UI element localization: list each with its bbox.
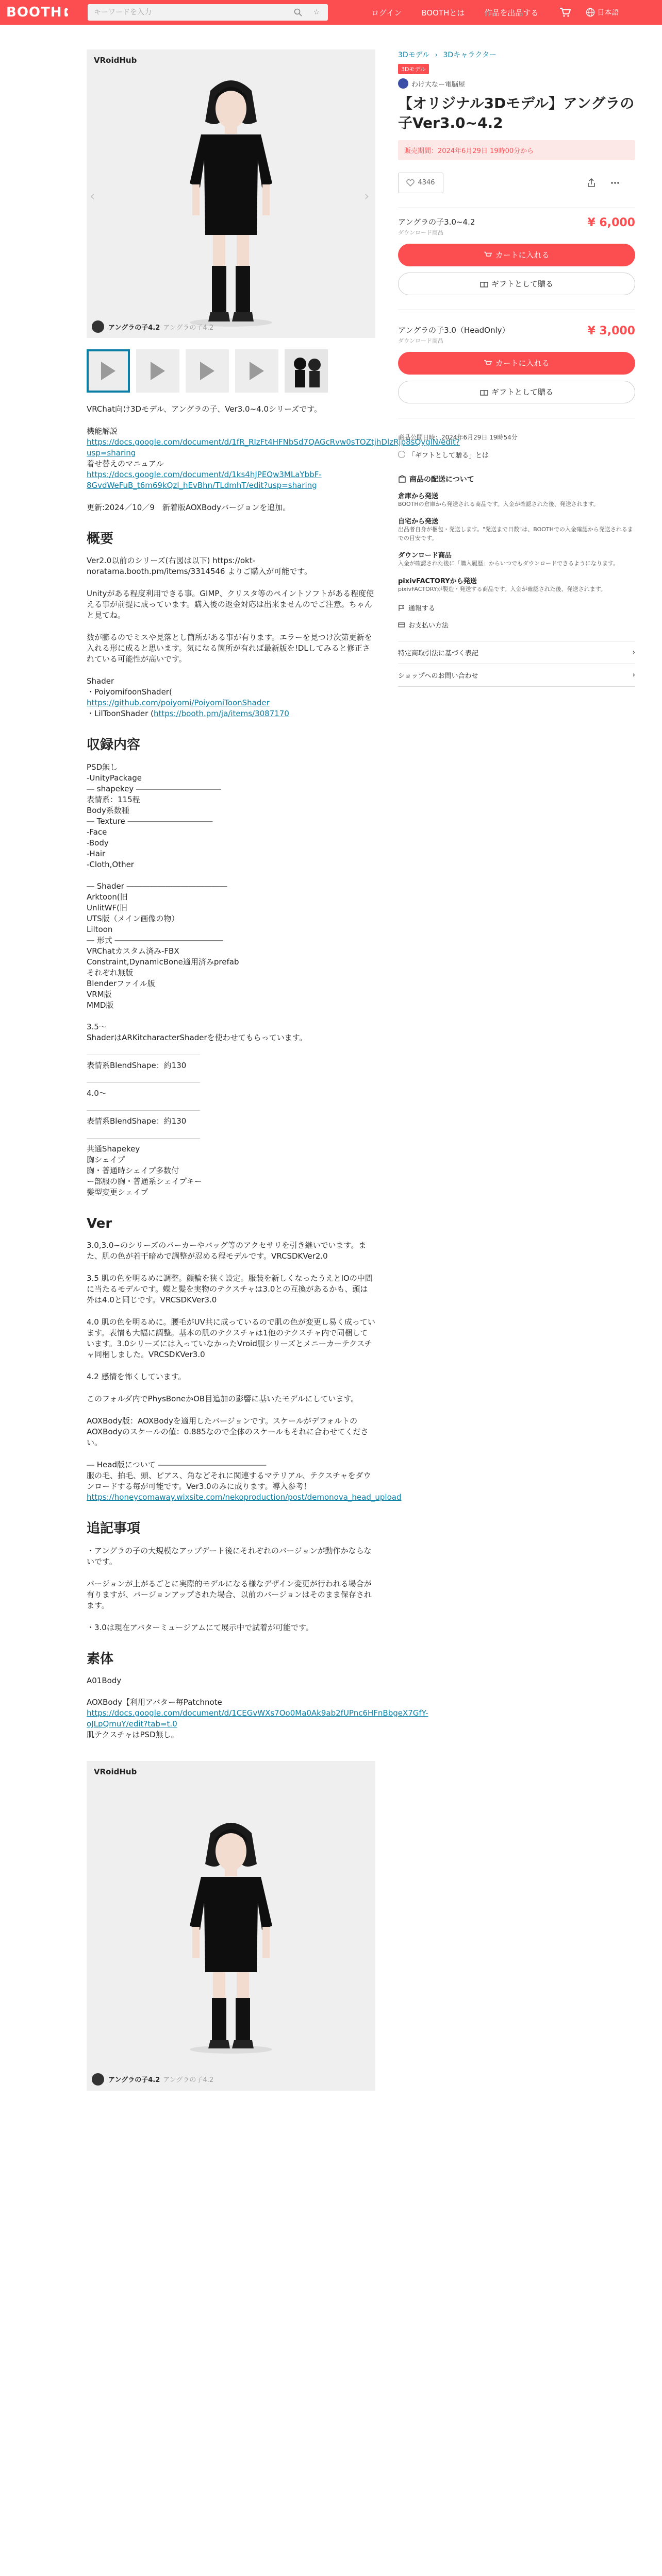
breadcrumb-sep: › (435, 51, 438, 59)
chevron-right-icon: › (632, 671, 635, 680)
add-to-cart-label: カートに入れる (495, 251, 550, 260)
sell-link[interactable]: 作品を出品する (484, 8, 539, 18)
contents-item: -Cloth,Other (87, 859, 134, 869)
desc-manual2-label: 着せ替えのマニュアル (87, 459, 164, 468)
contents-item: Blenderファイル版 (87, 978, 155, 988)
character-figure (87, 49, 375, 338)
contents-item: MMD版 (87, 1000, 114, 1010)
shader-2-link[interactable]: https://booth.pm/ja/items/3087170 (153, 709, 289, 719)
vroidhub-label: VRoidHub (94, 56, 137, 65)
contents-heading: 収録内容 (87, 737, 141, 753)
play-icon (101, 362, 115, 380)
variant-type: ダウンロード商品 (398, 337, 443, 344)
character-figure-2 (87, 1761, 375, 2091)
material-text-2: AOXBody【利用アバター毎Patchnote (87, 1697, 222, 1707)
variant-type: ダウンロード商品 (398, 229, 443, 236)
shader-1 (87, 687, 375, 698)
manual-link[interactable]: https://docs.google.com/document/d/1fR_RIzFt4HFNbSd7QAGcRvw0sTOZtjhDlzRjp8sQyglN/edit?usp=sharing (87, 437, 460, 457)
gift-info-label[interactable]: 「ギフトとして贈る」とは (408, 451, 489, 460)
additional-text-3: ・3.0は現在アバターミュージアムにて展示中で試着が可能です。 (87, 1622, 313, 1632)
breadcrumb-item[interactable]: 3Dキャラクター (443, 51, 496, 59)
divider (87, 1082, 200, 1083)
box-icon (398, 475, 406, 483)
search-input[interactable] (94, 8, 290, 16)
thumbnail-strip (87, 349, 375, 393)
overview-heading: 概要 (87, 531, 114, 547)
legal-notice-link[interactable] (398, 641, 635, 664)
shader-1-label: ・PoiyomifoonShader( (87, 687, 172, 697)
more-icon[interactable] (610, 178, 620, 188)
delivery-item-desc: 入金が確認された後に「購入履歴」からいつでもダウンロードできるようになります。 (398, 560, 619, 567)
delivery-item (398, 575, 635, 594)
material-text-3: 肌テクスチャはPSD無し。 (87, 1730, 179, 1739)
contents-item: ― Texture ――――――――――― (87, 816, 213, 826)
delivery-title: 商品の配送について (409, 475, 474, 484)
contents-list (87, 762, 375, 870)
booth-logo[interactable]: BOOTH (6, 4, 68, 21)
ver-text-2: 3.5 肌の色を明るめに調整。顔輪を狭く設定。服装を新しくなったうえとIOの中間に当たるモデルです。蝶と髪を実物のテクスチャは3.0との互換があるかも、頭は外は4.0と同じです。VRCSDKVer3.0 (87, 1274, 373, 1305)
publish-date: 商品公開日時：2024年6月29日 19時54分 (398, 433, 518, 441)
thumbnail-video-1[interactable] (87, 349, 130, 393)
manual2-link[interactable]: https://docs.google.com/document/d/1ks4hJPEQw3MLaYbbF-8GvdWeFuB_t6m69kQzl_hEvBhn/TLdmhT/edit?usp=sharing (87, 470, 322, 490)
delivery-heading (398, 474, 635, 484)
ver-heading: Ver (87, 1215, 112, 1231)
info-icon (398, 451, 405, 458)
overview-text-2: Unityがある程度利用できる事。GIMP、クリスタ等のペイントソフトがある程度使える事が前提に成っています。購入後の返金対応は出来ませんのでご注意。ちゃんと見てね。 (87, 589, 374, 620)
v35-note: 3.5～ ShaderはARKitcharacterShaderを使わせてもらっています。 (87, 1022, 307, 1042)
gift-button[interactable] (398, 381, 635, 403)
contents-item: -UnityPackage (87, 773, 142, 783)
ver-text-3: 4.0 肌の色を明るめに。腰毛がUV共に成っているので肌の色が変更し易く成っています。表情も大幅に調整。基本の肌のテクスチャは1他のテクスチャ内で同梱しています。3.0シリーズには入っていなかったVroid服シリーズとメニーカーテクスチャ同梱しました。VRCSDKVer3.0 (87, 1317, 375, 1360)
material-text-1: A01Body (87, 1675, 122, 1685)
category-tag: 3Dモデル (398, 64, 429, 74)
blendshape-2: 表情系BlendShape：約130 (87, 1116, 187, 1126)
product-image-2[interactable] (87, 1761, 375, 2091)
shader-1-link[interactable]: https://github.com/poiyomi/PoiyomiToonShader (87, 698, 270, 708)
sale-period-banner: 販売期間：2024年6月29日 19時00分から (398, 140, 635, 160)
shop-name[interactable]: わけ大なー電脳屋 (411, 80, 466, 89)
contents-item: Constraint,DynamicBone適用済みprefab (87, 957, 239, 967)
report-label[interactable]: 通報する (408, 605, 436, 613)
shader-heading: Shader (87, 676, 114, 686)
contents-item: Arktoon(旧 (87, 892, 128, 902)
contents-item: -Body (87, 838, 109, 848)
play-icon (250, 362, 264, 380)
login-link[interactable]: ログイン (371, 8, 402, 18)
divider (87, 1110, 200, 1111)
shop-logo (398, 78, 408, 89)
avatar (92, 320, 104, 333)
head-upload-link[interactable]: https://honeycomaway.wixsite.com/nekoproduction/post/demonova_head_upload (87, 1493, 402, 1502)
contents-item: ― shapekey ――――――――――― (87, 784, 222, 793)
delivery-item-desc: pixivFACTORYが製造・発送する商品です。入金が確認された後、発送されます。 (398, 585, 606, 592)
prev-image-icon[interactable]: ‹ (90, 189, 95, 204)
delivery-item (398, 490, 635, 509)
language-selector[interactable] (586, 7, 619, 18)
product-image[interactable] (87, 49, 375, 338)
variant-price: ¥ 6,000 (587, 216, 635, 229)
additional-text-2: バージョンが上がるごとに実際的モデルになる様なデザイン変更が行われる場合が有りますが、バージョンアップされた場合、以前のバージョンはそのまま保存されます。 (87, 1579, 372, 1610)
thumbnail-image-5[interactable] (285, 349, 328, 393)
delivery-info (398, 474, 635, 594)
globe-icon (586, 8, 595, 17)
delivery-item-desc: 出品者自身が梱包・発送します。"発送まで日数"は、BOOTHでの入金確認から発送されるまでの目安です。 (398, 526, 633, 541)
header-nav (371, 0, 619, 25)
thumbnail-video-4[interactable] (235, 349, 278, 393)
patchnote-link[interactable]: https://docs.google.com/document/d/1CEGvWXs7Oo0Ma0Ak9ab2fUPnc6HFnBbgeX7GfY-oJLpQmuY/edit?tab=t.0 (87, 1708, 428, 1728)
delivery-item-title: 自宅から発送 (398, 518, 439, 526)
shapekey-list (87, 1144, 375, 1198)
variant-name: アングラの子3.0~4.2 (398, 217, 475, 227)
gift-icon (480, 388, 488, 396)
overview-text-1: Ver2.0以前のシリーズ(右図は以下) https://okt-noratama.booth.pm/items/3314546 よりご購入が可能です。 (87, 556, 312, 577)
search-icon[interactable] (294, 8, 302, 16)
contents-item: 表情系：115程 (87, 794, 140, 804)
shader-2-label: ・LilToonShader ( (87, 709, 154, 719)
gift-button[interactable] (398, 273, 635, 295)
shapekey-item: 胸シェイプ (87, 1155, 125, 1164)
ver-text-1: 3.0,3.0~のシリーズのパーカーやバッグ等のアクセサリを引き継いでいます。また、肌の色が若干暗めで調整が忍める程モデルです。VRCSDKVer2.0 (87, 1241, 367, 1261)
delivery-item (398, 516, 635, 543)
cart-icon (484, 251, 492, 259)
delivery-item-title: pixivFACTORYから発送 (398, 577, 477, 585)
gift-label: ギフトとして贈る (491, 388, 553, 397)
delivery-item-title: ダウンロード商品 (398, 552, 452, 560)
delivery-item-desc: BOOTHの倉庫から発送される商品です。入金が確認された後、発送されます。 (398, 500, 599, 507)
contact-shop-label[interactable]: ショップへのお問い合わせ (398, 672, 478, 681)
additional-heading: 追記事項 (87, 1521, 141, 1537)
variant-price: ¥ 3,000 (587, 324, 635, 337)
contents-item: -Face (87, 827, 107, 837)
add-to-cart-button[interactable] (398, 244, 635, 266)
breadcrumb (398, 49, 635, 60)
about-booth-link[interactable]: BOOTHとは (421, 8, 465, 18)
image-caption (92, 320, 213, 333)
caption-title-2: アングラの子4.2 (108, 2076, 160, 2084)
site-header (0, 0, 662, 25)
shapekey-item: 共通Shapekey (87, 1144, 140, 1154)
chevron-right-icon: › (632, 649, 635, 657)
overview-text-3: 数が膨るのでミスや見落とし箇所がある事が有ります。エラーを見つけ次第更新を入れる形に成ると思います。気になる箇所が有れば最新版を!DLしてみると修正されている可能性が高いです。 (87, 633, 372, 664)
cart-icon (484, 360, 492, 367)
contents-list-2 (87, 881, 375, 1011)
shapekey-item: 髪型変更シェイプ (87, 1187, 148, 1197)
product-sidebar (398, 49, 635, 687)
add-to-cart-label: カートに入れる (495, 359, 550, 368)
contents-item: VRChatカスタム済み-FBX (87, 946, 179, 956)
v40-note: 4.0～ (87, 1088, 107, 1098)
shader-2 (87, 708, 375, 719)
support-links (398, 603, 635, 630)
card-icon (398, 621, 405, 629)
shop-link[interactable] (398, 78, 635, 89)
material-heading: 素体 (87, 1651, 114, 1667)
divider (87, 1138, 200, 1139)
ver-text-7: ― Head版について ―――――――――――――― 服の毛、拍毛、頭、ピアス、角などそれに関連するマテリアル、テクスチャをダウンロードする毎が可能です。Ver3.0のみに成ります。導入参考！ (87, 1460, 371, 1492)
gift-label: ギフトとして贈る (491, 280, 553, 289)
shop-links (398, 641, 635, 687)
ver-text-6: AOXBody版：AOXBodyを適用したバージョンです。スケールがデフォルトのAOXBodyのスケールの値：0.885なので全体のスケールもそれに合わせてください。 (87, 1416, 369, 1448)
payment-link[interactable] (398, 620, 635, 630)
desc-manual-label: 機能解説 (87, 427, 118, 436)
report-link[interactable] (398, 603, 635, 613)
like-button[interactable] (398, 173, 443, 193)
contents-item: UTS版（メイン画像の物） (87, 913, 179, 923)
caption-sub-2: アングラの子4.2 (163, 2076, 214, 2084)
shapekey-item: ー部服の胸・普通系シェイプキー (87, 1176, 202, 1186)
thumbnail-figure (285, 349, 328, 393)
caption-sub: アングラの子4.2 (163, 324, 214, 332)
play-icon (151, 362, 165, 380)
legal-notice-label[interactable]: 特定商取引法に基づく表記 (398, 650, 479, 658)
gift-info-link[interactable] (398, 450, 635, 460)
thumbnail-video-3[interactable] (186, 349, 229, 393)
variant-2 (398, 325, 635, 403)
next-image-icon[interactable]: › (364, 189, 370, 204)
share-icon[interactable] (587, 178, 596, 188)
play-icon (200, 362, 214, 380)
cart-icon[interactable] (558, 5, 572, 20)
flag-icon (398, 604, 405, 612)
variant-name: アングラの子3.0（HeadOnly） (398, 325, 510, 335)
add-to-cart-button[interactable] (398, 352, 635, 375)
product-title: 【オリジナル3Dモデル】アングラの子Ver3.0~4.2 (398, 95, 635, 131)
contents-item: -Hair (87, 849, 106, 858)
avatar (92, 2073, 104, 2086)
caption-title: アングラの子4.2 (108, 324, 160, 332)
desc-intro: VRChat向け3Dモデル、アングラの子、Ver3.0~4.0シリーズです。 (87, 404, 322, 414)
shapekey-item: 胸・普通時シェイプ多数付 (87, 1165, 179, 1175)
contents-item: ― Shader ――――――――――――― (87, 881, 227, 891)
image-caption-2 (92, 2073, 213, 2086)
contents-item: VRM版 (87, 989, 112, 999)
contents-item: PSD無し (87, 762, 118, 772)
payment-label[interactable]: お支払い方法 (408, 622, 449, 630)
ver-text-5: このフォルダ内でPhysBoneかOB目追加の影響に基いたモデルにしています。 (87, 1394, 359, 1404)
delivery-item-title: 倉庫から発送 (398, 492, 439, 500)
like-count: 4346 (418, 179, 435, 187)
contents-item: Body系数種 (87, 805, 129, 815)
contact-shop-link[interactable] (398, 664, 635, 687)
breadcrumb-item[interactable]: 3Dモデル (398, 51, 429, 59)
blendshape-1: 表情系BlendShape：約130 (87, 1060, 187, 1070)
ver-text-4: 4.2 感情を怖くしています。 (87, 1372, 186, 1382)
desc-update: 更新:2024／10／9 新着版AOXBodyバージョンを追加。 (87, 503, 291, 512)
gift-icon (480, 280, 488, 287)
language-label: 日本語 (597, 9, 619, 17)
additional-text-1: ・アングラの子の大規模なアップデート後にそれぞれのバージョンが動作かならないです。 (87, 1546, 372, 1566)
heart-icon (406, 179, 415, 187)
contents-item: ― 形式 ―――――――――――――― (87, 935, 223, 945)
delivery-item (398, 550, 635, 568)
contents-item: UnlitWF(旧 (87, 903, 128, 912)
product-actions (398, 173, 635, 193)
contents-item: Liltoon (87, 924, 113, 934)
thumbnail-video-2[interactable] (136, 349, 179, 393)
search-bar[interactable] (88, 4, 328, 21)
variant-1 (398, 216, 635, 295)
vroidhub-label-2: VRoidHub (94, 1767, 137, 1776)
filter-icon[interactable]: ☆ (313, 8, 320, 16)
contents-item: それぞれ無版 (87, 968, 134, 977)
